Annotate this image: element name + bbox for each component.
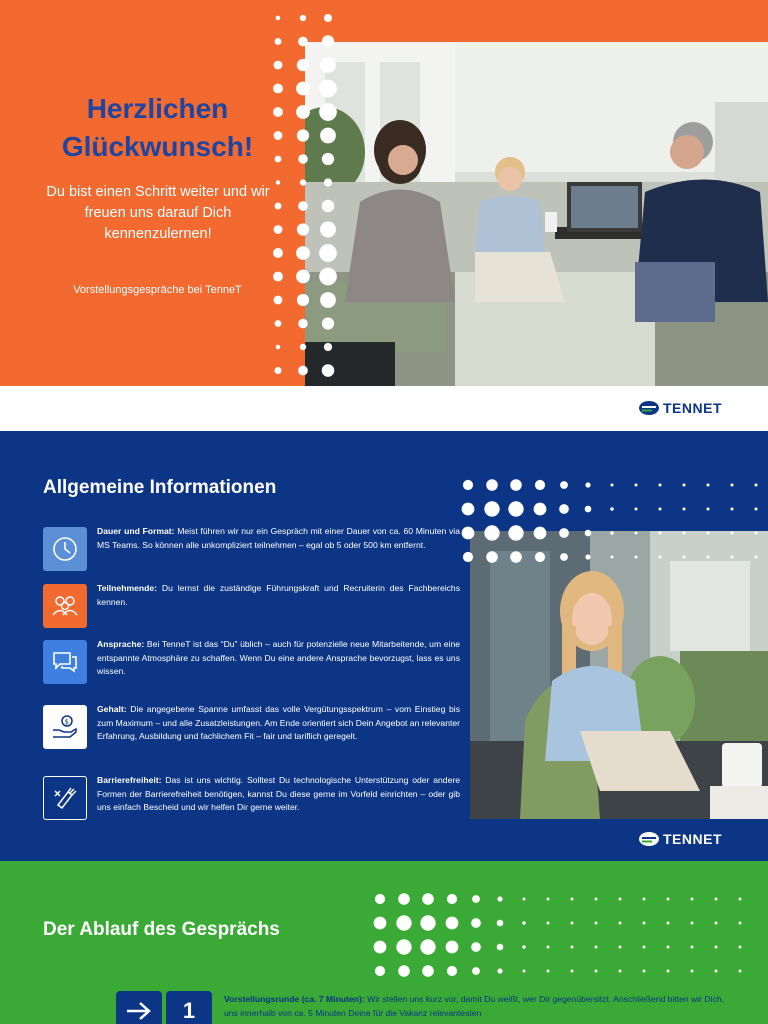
decor-dot: [547, 946, 550, 949]
decor-dot: [659, 484, 662, 487]
decor-dot: [375, 966, 385, 976]
decor-dot: [486, 479, 498, 491]
info-label: Dauer und Format:: [97, 526, 175, 536]
decor-dot: [522, 945, 525, 948]
decor-dot: [619, 946, 622, 949]
decor-dot: [683, 532, 686, 535]
decor-dot: [659, 508, 662, 511]
decor-dot: [707, 532, 710, 535]
general-info-title: Allgemeine Informationen: [43, 477, 277, 498]
decor-dot: [446, 941, 459, 954]
hero-dot-pattern: [266, 6, 346, 386]
decor-dot: [319, 80, 337, 98]
hero-office-photo: [305, 42, 768, 386]
decor-dot: [707, 508, 710, 511]
decor-dot: [300, 15, 306, 21]
decor-dot: [396, 915, 411, 930]
decor-dot: [398, 965, 410, 977]
decor-dot: [619, 970, 622, 973]
decor-dot: [462, 503, 475, 516]
decor-dot: [322, 35, 334, 47]
info-item-salary-text: [97, 703, 460, 744]
decor-dot: [319, 268, 337, 286]
decor-dot: [484, 501, 499, 516]
decor-dot: [667, 946, 670, 949]
info-item-address-text: [97, 638, 460, 679]
decor-dot: [731, 532, 734, 535]
decor-dot: [731, 508, 734, 511]
decor-dot: [422, 965, 434, 977]
decor-dot: [497, 968, 502, 973]
decor-dot: [755, 484, 758, 487]
decor-dot: [715, 922, 718, 925]
decor-dot: [659, 556, 662, 559]
decor-dot: [559, 528, 569, 538]
decor-dot: [273, 107, 283, 117]
decor-dot: [276, 16, 281, 21]
general-info-section: [0, 431, 768, 861]
people-icon: [43, 584, 87, 628]
decor-dot: [322, 200, 334, 212]
decor-dot: [471, 918, 481, 928]
decor-dot: [296, 82, 310, 96]
tennet-logo: [638, 400, 722, 416]
decor-dot: [611, 484, 614, 487]
decor-dot: [471, 942, 481, 952]
decor-dot: [611, 556, 614, 559]
decor-dot: [463, 480, 473, 490]
decor-dot: [635, 508, 638, 511]
interview-process-title: Der Ablauf des Gesprächs: [43, 919, 280, 940]
decor-dot: [691, 898, 694, 901]
decor-dot: [374, 941, 387, 954]
svg-text:$: $: [64, 718, 69, 726]
info-item-participants-text: [97, 582, 460, 609]
decor-dot: [667, 970, 670, 973]
decor-dot: [635, 532, 638, 535]
decor-dot: [300, 179, 306, 185]
decor-dot: [463, 552, 473, 562]
chat-icon: [43, 640, 87, 684]
decor-dot: [739, 922, 742, 925]
decor-dot: [559, 504, 569, 514]
decor-dot: [472, 895, 480, 903]
decor-dot: [446, 917, 459, 930]
step-1-label: Vorstellungsrunde (ca. 7 Minuten):: [224, 994, 365, 1004]
info-body: Du lernst die zuständige Führungskraft und Recruiterin des Fachbereichs kennen.: [97, 583, 460, 607]
info-item-accessibility-text: [97, 774, 460, 815]
decor-dot: [447, 894, 457, 904]
decor-dot: [508, 501, 523, 516]
decor-dot: [297, 294, 309, 306]
decor-dot: [298, 37, 308, 47]
decor-dot: [273, 248, 283, 258]
decor-dot: [275, 320, 282, 327]
decor-dot: [739, 946, 742, 949]
info-body: Bei TenneT ist das “Du” üblich – auch für potenzielle neue Mitarbeitende, um eine entspannte Atmosphäre zu schaffen. Wenn Du eine andere Ansprache bevorzugst, lass es uns wissen.: [97, 639, 460, 677]
decor-dot: [731, 556, 734, 559]
decor-dot: [635, 556, 638, 559]
decor-dot: [659, 532, 662, 535]
decor-dot: [683, 556, 686, 559]
decor-dot: [319, 244, 337, 262]
decor-dot: [320, 128, 336, 144]
decor-dot: [571, 946, 574, 949]
decor-dot: [510, 551, 522, 563]
decor-dot: [320, 57, 336, 73]
decor-dot: [374, 917, 387, 930]
decor-dot: [535, 552, 545, 562]
decor-dot: [297, 223, 309, 235]
decor-dot: [396, 939, 411, 954]
info-item-duration-text: [97, 525, 460, 552]
tennet-logo-footer-icon: [638, 831, 660, 847]
decor-dot: [667, 898, 670, 901]
decor-dot: [739, 898, 742, 901]
decor-dot: [534, 503, 547, 516]
decor-dot: [619, 922, 622, 925]
decor-dot: [595, 946, 598, 949]
step-1-text: [224, 993, 724, 1020]
step-1-number: 1: [182, 998, 196, 1023]
decor-dot: [497, 920, 504, 927]
decor-dot: [523, 970, 526, 973]
decor-dot: [296, 270, 310, 284]
decor-dot: [595, 922, 598, 925]
decor-dot: [375, 894, 385, 904]
hero-section: [0, 0, 768, 386]
decor-dot: [643, 898, 646, 901]
tennet-logo-footer: [638, 831, 722, 847]
decor-dot: [324, 343, 332, 351]
decor-dot: [731, 484, 734, 487]
hero-title: [30, 90, 285, 166]
tennet-logo-icon: [638, 400, 660, 416]
decor-dot: [319, 103, 337, 121]
decor-dot: [643, 922, 646, 925]
decor-dot: [320, 222, 336, 238]
decor-dot: [534, 527, 547, 540]
hero-subtitle: Du bist einen Schritt weiter und wir freuen uns darauf Dich kennenzulernen!: [46, 184, 270, 242]
decor-dot: [691, 970, 694, 973]
decor-dot: [276, 345, 281, 350]
decor-dot: [571, 898, 574, 901]
info-body: Das ist uns wichtig. Solltest Du technologische Unterstützung oder andere Formen der Barrierefreiheit benötigen, kannst Du diese gerne im Vorfeld einrichten – oder gib uns einfach Bescheid und wir helfen Dir gerne weiter.: [97, 775, 460, 813]
decor-dot: [296, 105, 310, 119]
decor-dot: [523, 898, 526, 901]
salary-hand-icon: [43, 705, 87, 749]
decor-dot: [585, 530, 592, 537]
decor-dot: [322, 317, 334, 329]
decor-dot: [275, 156, 282, 163]
decor-dot: [274, 131, 283, 140]
info-label: Teilnehmende:: [97, 583, 158, 593]
decor-dot: [643, 946, 646, 949]
info-dot-pattern: [458, 475, 768, 565]
decor-dot: [585, 506, 592, 513]
interview-process-section: [0, 861, 768, 1024]
decor-dot: [472, 967, 480, 975]
decor-dot: [274, 296, 283, 305]
decor-dot: [643, 970, 646, 973]
decor-dot: [707, 484, 710, 487]
decor-dot: [422, 893, 434, 905]
info-label: Barrierefreiheit:: [97, 775, 162, 785]
info-body: Die angegebene Spanne umfasst das volle Vergütungsspektrum – vom Einstieg bis zum Maximum – und alle Zusatzleistungen. Am Ende orientiert sich Dein Angebot an relevanter Erfahrung, Ausbildung und fachlichem Fit – fair und tariflich geregelt.: [97, 704, 460, 742]
decor-dot: [510, 479, 522, 491]
decor-dot: [755, 532, 758, 535]
tennet-logo-text: TENNET: [663, 400, 722, 416]
decor-dot: [610, 507, 613, 510]
decor-dot: [420, 915, 435, 930]
step-1-number-box: [166, 991, 212, 1024]
logo-bar: [0, 386, 768, 431]
decor-dot: [739, 970, 742, 973]
decor-dot: [707, 556, 710, 559]
decor-dot: [324, 178, 332, 186]
decor-dot: [297, 129, 309, 141]
decor-dot: [547, 898, 550, 901]
decor-dot: [274, 225, 283, 234]
decor-dot: [755, 508, 758, 511]
decor-dot: [273, 272, 283, 282]
decor-dot: [635, 484, 638, 487]
decor-dot: [595, 898, 598, 901]
decor-dot: [322, 153, 334, 165]
decor-dot: [462, 527, 475, 540]
decor-dot: [486, 551, 498, 563]
clock-icon: [43, 527, 87, 571]
decor-dot: [275, 367, 282, 374]
decor-dot: [667, 922, 670, 925]
decor-dot: [273, 84, 283, 94]
accessibility-icon: [43, 776, 87, 820]
decor-dot: [420, 939, 435, 954]
decor-dot: [691, 922, 694, 925]
woman-on-sofa-photo: [470, 531, 768, 819]
decor-dot: [447, 966, 457, 976]
decor-dot: [595, 970, 598, 973]
decor-dot: [322, 364, 335, 377]
decor-dot: [547, 970, 550, 973]
decor-dot: [324, 14, 332, 22]
decor-dot: [274, 61, 283, 70]
decor-dot: [298, 366, 308, 376]
decor-dot: [298, 154, 308, 164]
decor-dot: [610, 531, 613, 534]
decor-dot: [298, 201, 308, 211]
decor-dot: [571, 922, 574, 925]
decor-dot: [297, 59, 309, 71]
tennet-logo-footer-text: TENNET: [663, 831, 722, 847]
decor-dot: [585, 554, 590, 559]
decor-dot: [755, 556, 758, 559]
info-body: Meist führen wir nur ein Gespräch mit einer Dauer von ca. 60 Minuten via MS Teams. So können alle unkompliziert teilnehmen – egal ob 5 oder 500 km entfernt.: [97, 526, 460, 550]
decor-dot: [497, 944, 504, 951]
decor-dot: [275, 203, 282, 210]
decor-dot: [560, 553, 568, 561]
decor-dot: [296, 246, 310, 260]
arrow-right-icon: [124, 999, 154, 1023]
step-1-body: Wir stellen uns kurz vor, damit Du weißt, wer Dir gegenübersitzt. Anschließend bitten wir Dich, uns innerhalb von ca. 5 Minuten Deine für die Vakanz relevantesten: [224, 994, 724, 1018]
decor-dot: [398, 893, 410, 905]
process-dot-pattern: [370, 889, 768, 979]
decor-dot: [535, 480, 545, 490]
decor-dot: [715, 946, 718, 949]
decor-dot: [320, 292, 336, 308]
decor-dot: [508, 525, 523, 540]
decor-dot: [484, 525, 499, 540]
decor-dot: [683, 484, 686, 487]
decor-dot: [275, 38, 282, 45]
decor-dot: [691, 946, 694, 949]
info-label: Gehalt:: [97, 704, 127, 714]
hero-orange-strip: [305, 0, 768, 42]
decor-dot: [298, 319, 308, 329]
decor-dot: [715, 970, 718, 973]
decor-dot: [522, 921, 525, 924]
hero-title-line-2: Glückwunsch!: [61, 131, 254, 162]
decor-dot: [585, 482, 590, 487]
hero-caption: Vorstellungsgespräche bei TenneT: [73, 284, 242, 296]
decor-dot: [619, 898, 622, 901]
step-1-arrow-box: [116, 991, 162, 1024]
decor-dot: [300, 344, 306, 350]
decor-dot: [715, 898, 718, 901]
decor-dot: [276, 180, 281, 185]
decor-dot: [547, 922, 550, 925]
decor-dot: [571, 970, 574, 973]
hero-title-line-1: Herzlichen: [86, 93, 229, 124]
decor-dot: [497, 896, 502, 901]
decor-dot: [560, 481, 568, 489]
decor-dot: [683, 508, 686, 511]
info-label: Ansprache:: [97, 639, 145, 649]
